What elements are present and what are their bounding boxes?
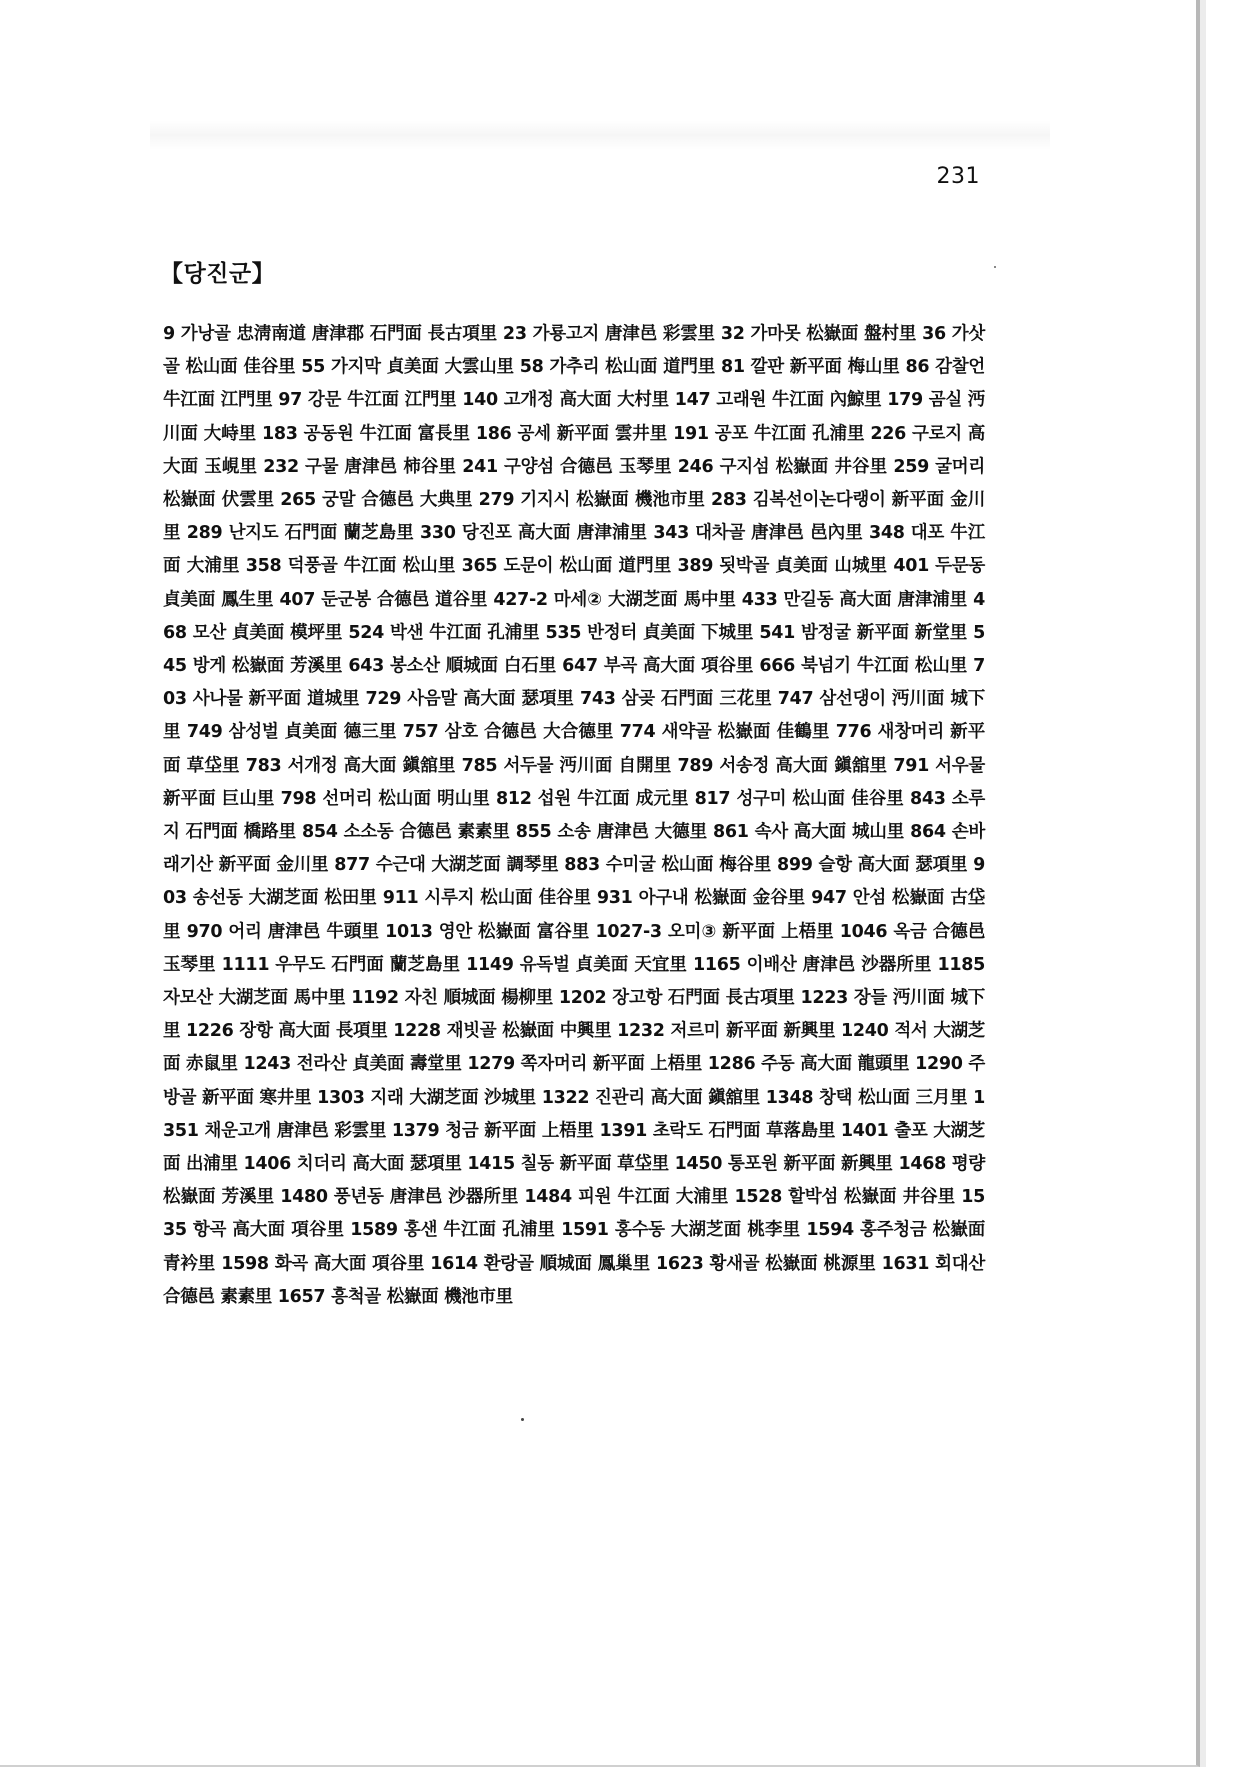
place-name-index-text: 9 가낭골 忠淸南道 唐津郡 石門面 長古項里 23 가룡고지 唐津邑 彩雲里 32 가마못 松嶽面 盤村里 36 가삿골 松山面 佳谷里 55 가지막 貞美面 大雲山里 58 가추리 松山面 道門里 81 깔판 新平面 梅山里 86 감찰언 牛江面 江門里 97 강문 牛江面 江門里 140 고개정 高大面 大村里 147 고래원 牛江面 內鯨里 179 곰실 沔川面 大峙里 183 공동원 牛江面 富長里 186 공세 新平面 雲井里 191 공포 牛江面 孔浦里 226 구로지 高大面 玉峴里 232 구물 唐津邑 柿谷里 241 구양섬 合德邑 玉琴里 246 구지섬 松嶽面 井谷里 259 굴머리 松嶽面 伏雲里 265 궁말 合德邑 大典里 279 기지시 松嶽面 機池市里 283 김복선이논다랭이 新平面 金川里 289 난지도 石門面 蘭芝島里 330 당진포 高大面 唐津浦里 343 대차골 唐津邑 邑內里 348 대포 牛江面 大浦里 358 덕풍골 牛江面 松山里 365 도문이 松山面 道門里 389 됫박골 貞美面 山城里 401 두문동 貞美面 鳳生里 407 둔군봉 合德邑 道谷里 427-2 마세② 大湖芝面 馬中里 433 만길동 高大面 唐津浦里 468 모산 貞美面 模坪里 524 박샌 牛江面 孔浦里 535 반정터 貞美面 下城里 541 밤정굴 新平面 新堂里 545 방게 松嶽面 芳溪里 643 봉소산 順城面 白石里 647 부곡 高大面 項谷里 666 북넘기 牛江面 松山里 703 사나물 新平面 道城里 729 사음말 高大面 瑟項里 743 삼곶 石門面 三花里 747 삼선댕이 沔川面 城下里 749 삼성벌 貞美面 德三里 757 삼호 合德邑 大合德里 774 새약골 松嶽面 佳鶴里 776 새창머리 新平面 草垈里 783 서개정 高大面 鎭舘里 785 서두물 沔川面 自開里 789 서송정 高大面 鎭舘里 791 서우물 新平面 巨山里 798 선머리 松山面 明山里 812 섭원 牛江面 成元里 817 성구미 松山面 佳谷里 843 소루지 石門面 橋路里 854 소소동 合德邑 素素里 855 소송 唐津邑 大德里 861 속사 高大面 城山里 864 손바래기산 新平面 金川里 877 수근대 大湖芝面 調琴里 883 수미굴 松山面 梅谷里 899 슬항 高大面 瑟項里 903 송선동 大湖芝面 松田里 911 시루지 松山面 佳谷里 931 아구내 松嶽面 金谷里 947 안섬 松嶽面 古垈里 970 어리 唐津邑 牛頭里 1013 영안 松嶽面 富谷里 1027-3 오미③ 新平面 上梧里 1046 옥금 合德邑 玉琴里 1111 우무도 石門面 蘭芝島里 1149 유독벌 貞美面 天宜里 1165 이배산 唐津邑 沙器所里 1185 자모산 大湖芝面 馬中里 1192 자친 順城面 楊柳里 1202 장고항 石門面 長古項里 1223 장들 沔川面 城下里 1226 장항 高大面 長項里 1228 재빗골 松嶽面 中興里 1232 저르미 新平面 新興里 1240 적서 大湖芝面 赤鼠里 1243 전라산 貞美面 壽堂里 1279 쪽자머리 新平面 上梧里 1286 주동 高大面 龍頭里 1290 주방골 新平面 寒井里 1303 지래 大湖芝面 沙城里 1322 진관리 高大面 鎭舘里 1348 창택 松山面 三月里 1351 채운고개 唐津邑 彩雲里 1379 청금 新平面 上梧里 1391 초락도 石門面 草落島里 1401 출포 大湖芝面 出浦里 1406 치더리 高大面 瑟項里 1415 칠동 新平面 草垈里 1450 통포원 新平面 新興里 1468 평량 松嶽面 芳溪里 1480 풍년동 唐津邑 沙器所里 1484 피원 牛江面 大浦里 1528 할박섬 松嶽面 井谷里 1535 항곡 高大面 項谷里 1589 홍샌 牛江面 孔浦里 1591 홍수동 大湖芝面 桃李里 1594 홍주청금 松嶽面 青衿里 1598 화곡 高大面 項谷里 1614 환랑골 順城面 鳳巢里 1623 황새골 松嶽面 桃源里 1631 회대산 合德邑 素素里 1657 흥척골 松嶽面 機池市里 — [163, 324, 985, 1307]
scan-speck — [994, 266, 996, 268]
scan-shadow-band — [150, 120, 1050, 150]
page-number: 231 — [936, 164, 980, 189]
scan-speck — [521, 1418, 524, 1421]
section-heading: 【당진군】 — [160, 261, 276, 287]
